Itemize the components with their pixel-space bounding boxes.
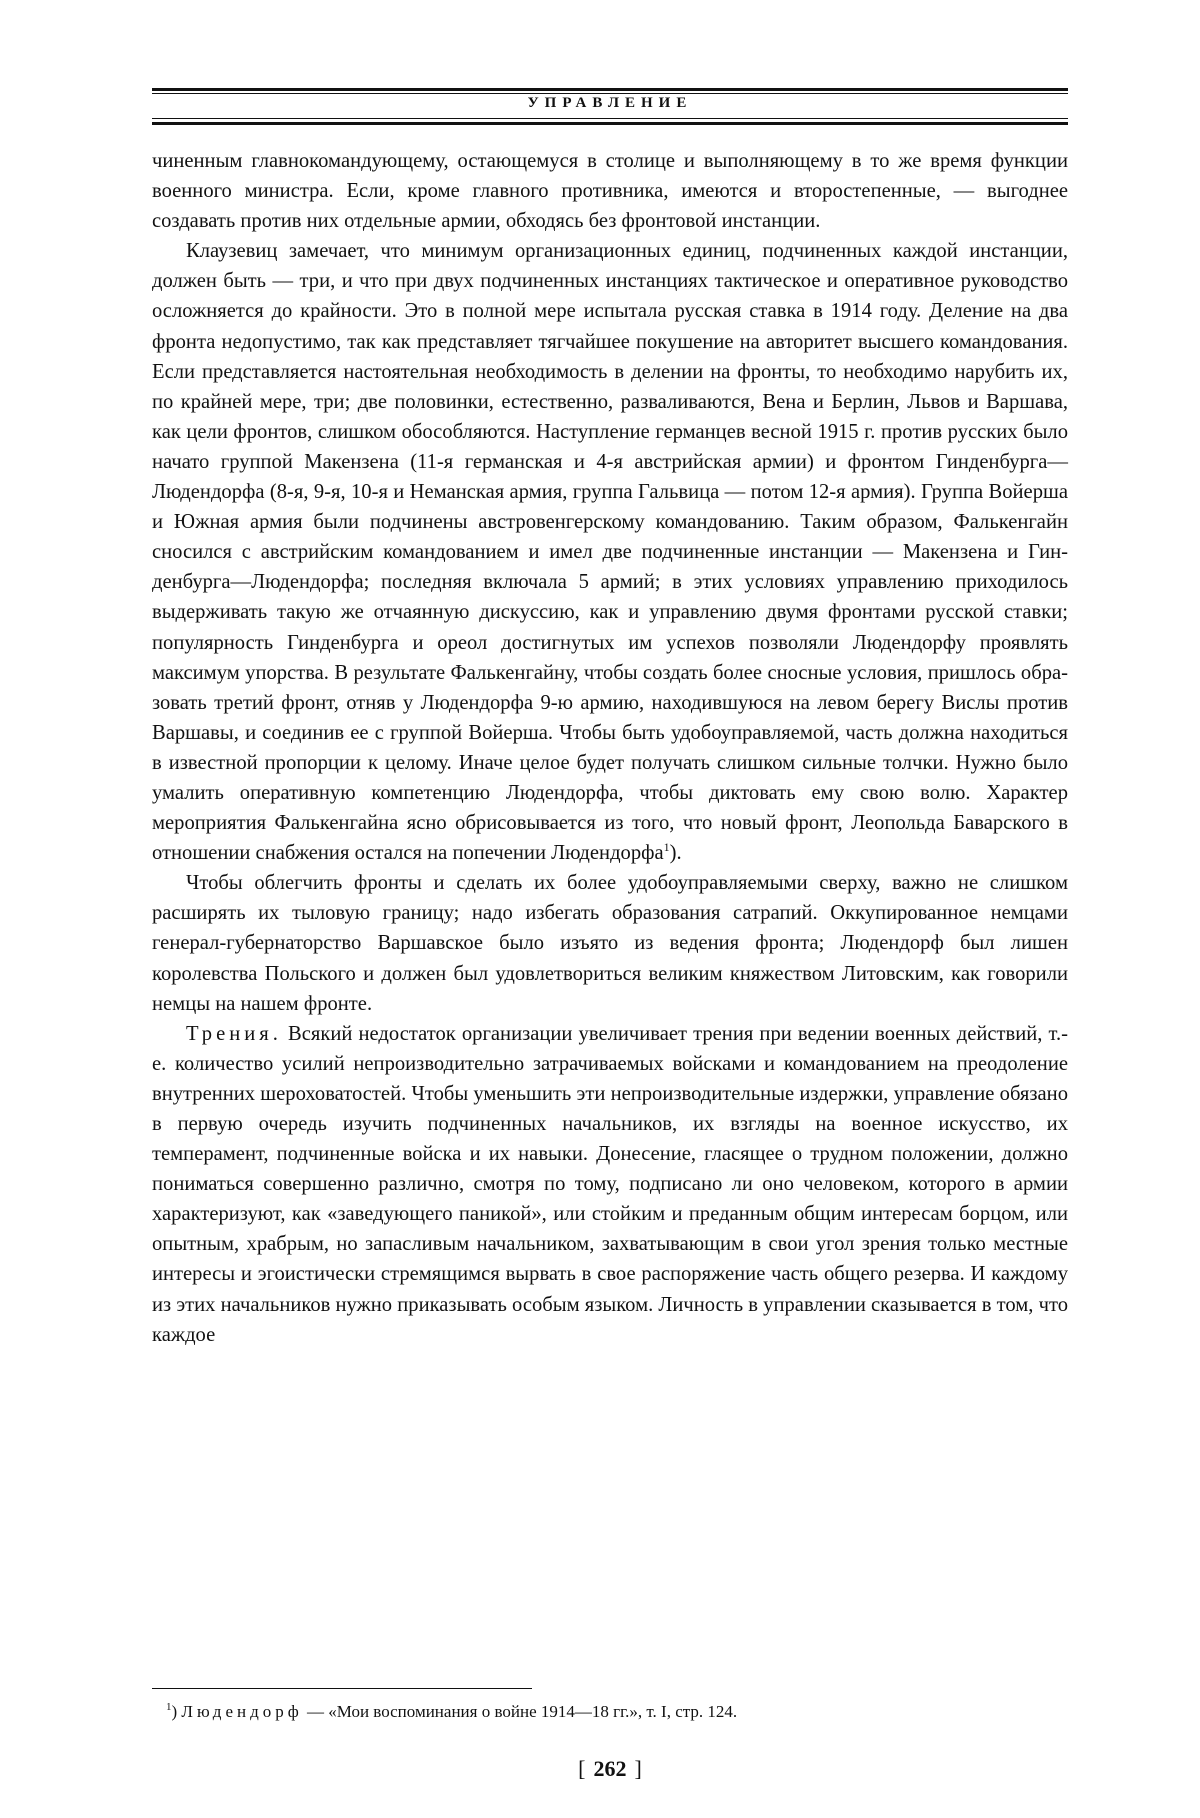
header-rule-top-thick: [152, 88, 1068, 91]
page-number-value: 262: [593, 1756, 627, 1781]
header-rule-bottom-thin: [152, 118, 1068, 119]
paragraph-text: Всякий недостаток организации увеличивает трения при ведении военных действий, т.-е. количество усилий непроизводительно затрачиваемых войсками и командованием на преодоление внутренних шероховатостей. Чтобы уменьшить эти непроизводительные издержки, управление обязано в первую очередь изучить подчиненных начальников, их взгляды на военное искусство, их темперамент, подчиненные войска и их навыки. Донесение, гласящее о трудном положении, должно пониматься совершенно различно, смотря по тому, подписано ли оно человеком, которого в армии характеризуют, как «заведующего паникой», или стойким и преданным общим интересам борцом, или опытным, храбрым, но запасливым начальником, захватывающим в свои угол зрения только местные интересы и эгоистически стремящимся вырвать в свое распоряжение часть общего резерва. И каждому из этих начальников нужно приказывать особым языком. Личность в управлении сказывается в том, что каждое: [152, 1022, 1068, 1346]
footnote-paren: ): [171, 1702, 182, 1721]
footnote-text: — «Мои воспоминания о войне 1914—18 гг.», т. I, стр. 124.: [302, 1702, 738, 1721]
paragraph-text: Чтобы облегчить фронты и сделать их более удобоуправляемыми сверху, важно не слишком расширять их тыловую границу; надо избегать образования сатрапий. Оккупированное немцами генерал-губернаторство Варшавское было изъято из ведения фронта; Людендорф был лишен королевства Польского и должен был удовлетвориться великим княжеством Литовским, как говорили немцы на нашем фронте.: [152, 872, 1068, 1015]
page-number: [152, 1754, 1068, 1784]
paragraph-continuation: [152, 146, 1068, 236]
paragraph-lead-word: Трения.: [186, 1022, 282, 1045]
footnote-author: Людендорф: [181, 1702, 303, 1721]
paragraph-tail: ).: [669, 842, 682, 865]
body-text: [152, 146, 1068, 1350]
footnote: [166, 1700, 737, 1724]
footnote-reference: 1: [663, 840, 670, 855]
header-rule-top-thin: [152, 93, 1068, 94]
running-header: [152, 88, 1068, 126]
page-number-open-bracket: [: [578, 1756, 586, 1781]
footnote-mark: 1: [166, 1701, 172, 1713]
paragraph-clausewitz: [152, 236, 1068, 868]
paragraph-fronts: [152, 868, 1068, 1018]
paragraph-friction: [152, 1019, 1068, 1350]
page-number-close-bracket: ]: [634, 1756, 642, 1781]
header-rule-bottom-thick: [152, 122, 1068, 125]
running-header-title: УПРАВЛЕНИЕ: [527, 95, 693, 111]
paragraph-text: Клаузевиц замечает, что минимум организационных единиц, подчиненных каждой инстанции, должен быть — три, и что при двух подчиненных инстанциях тактическое и оперативное руководство осложняется до крайности. Это в полной мере испытала русская ставка в 1914 году. Деление на два фронта недопустимо, так как представляет тягчайшее покушение на авторитет высшего командования. Если представляется настоятельная необходимость в делении на фронты, то необходимо нарубить их, по крайней мере, три; две половинки, естественно, разваливаются, Вена и Берлин, Львов и Варшава, как цели фронтов, слишком обособляются. Наступление германцев весной 1915 г. против русских было начато группой Макензена (11-я германская и 4-я австрийская армии) и фронтом Гинденбурга—Людендорфа (8-я, 9-я, 10-я и Неманская армия, группа Гальвица — потом 12-я армия). Группа Войерша и Южная армия были подчинены австровенгерскому командованию. Таким образом, Фалькенгайн сносился с австрийским командованием и имел две подчиненные инстанции — Макензена и Гинденбурга—Людендорфа; последняя включала 5 армий; в этих условиях управлению приходилось выдерживать такую же отчаянную дискуссию, как и управлению двумя фронтами русской ставки; популярность Гинденбурга и ореол достигнутых им успехов позволяли Людендорфу проявлять максимум упорства. В результате Фалькенгайну, чтобы создать более сносные условия, пришлось образовать третий фронт, отняв у Людендорфа 9-ю армию, находившуюся на левом берегу Вислы против Варшавы, и соединив ее с группой Войерша. Чтобы быть удобоуправляемой, часть должна находиться в известной пропорции к целому. Иначе целое будет получать слишком сильные толчки. Нужно было умалить оперативную компетенцию Людендорфа, чтобы диктовать ему свою волю. Характер мероприятия Фалькенгайна ясно обрисовывается из того, что новый фронт, Леопольда Баварского в отношении снабжения остался на попечении Людендорфа: [152, 240, 1068, 865]
paragraph-text: чиненным главнокомандующему, остающемуся в столице и выполняющему в то же время функции военного министра. Если, кроме главного противника, имеются и второстепенные, — выгоднее создавать против них отдельные армии, обходясь без фронтовой инстанции.: [152, 150, 1068, 233]
footnote-divider: [152, 1688, 532, 1689]
book-page: [152, 88, 1068, 1788]
